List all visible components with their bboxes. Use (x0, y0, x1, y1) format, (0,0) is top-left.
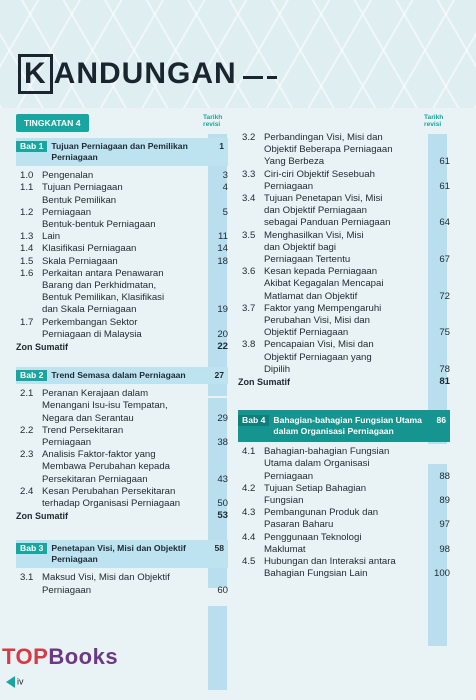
zon-label: Zon Sumatif (16, 511, 68, 522)
toc-entry[interactable] (238, 169, 450, 193)
entry-page: 19 (217, 304, 228, 316)
entry-number: 1.1 (20, 182, 34, 194)
entry-page: 89 (439, 495, 450, 507)
entry-text: Penggunaan Teknologi Maklumat (264, 531, 362, 555)
entry-text: Tujuan Perniagaan (42, 182, 123, 194)
toc-left-column (16, 114, 228, 597)
toc-entry[interactable] (16, 243, 228, 255)
entry-page: 4 (222, 182, 228, 194)
toc-entry[interactable] (16, 256, 228, 268)
page-number-text: iv (17, 676, 24, 687)
entry-text: Skala Perniagaan (42, 255, 118, 267)
page-number (6, 676, 24, 688)
entry-number: 3.3 (242, 168, 256, 180)
entry-text: Kesan Perubahan Persekitaran terhadap Organisasi Perniagaan (42, 485, 181, 510)
entry-text: Hubungan dan Interaksi antara Bahagian Fungsian Lain (264, 556, 396, 580)
chapter-title: Bahagian-bahagian Fungsian Utama dalam Organisasi Perniagaan (273, 415, 422, 437)
entry-number: 1.2 (20, 206, 34, 218)
entry-page: 60 (217, 584, 228, 596)
entry-number: 1.5 (20, 255, 34, 267)
entry-page: 61 (439, 180, 450, 192)
entry-number: 2.2 (20, 424, 34, 436)
entry-page: 88 (439, 470, 450, 482)
entry-number: 3.4 (242, 193, 256, 205)
entry-page: 38 (217, 437, 228, 449)
chapter-label: Bab 1 (16, 141, 47, 152)
toc-entry[interactable] (238, 507, 450, 531)
entry-text: Perbandingan Visi, Misi dan Objektif Beberapa Perniagaan Yang Berbeza (264, 132, 393, 168)
chapter-heading[interactable] (238, 410, 450, 442)
entry-number: 4.5 (242, 556, 256, 568)
entry-number: 2.4 (20, 485, 34, 497)
entry-text: Bentuk-bentuk Perniagaan Lain (42, 219, 156, 243)
toc-entry[interactable] (16, 219, 228, 243)
entry-text: Pengenalan (42, 170, 94, 182)
zon-page: 22 (217, 341, 228, 353)
toc-entry[interactable] (16, 170, 228, 182)
entry-text: Faktor yang Mempengaruhi Perubahan Visi, Misi dan Objektif Perniagaan (264, 302, 382, 339)
entry-page: 43 (217, 473, 228, 485)
toc-entry[interactable] (238, 266, 450, 303)
entry-text: Menghasilkan Visi, Misi dan Objektif bagi Perniagaan Tertentu (264, 229, 364, 266)
zon-sumatif-entry[interactable] (16, 510, 228, 522)
entry-page: 67 (439, 254, 450, 266)
toc-entry[interactable] (16, 195, 228, 219)
toc-entry[interactable] (16, 388, 228, 425)
entry-page: 78 (439, 363, 450, 375)
entry-number: 3.2 (242, 132, 256, 143)
revisi-strip-left-3 (208, 606, 227, 690)
entry-page: 11 (218, 231, 228, 243)
chapter-heading[interactable] (16, 138, 228, 166)
chapter-title: Trend Semasa dalam Perniagaan (51, 370, 186, 381)
entry-text: Bahagian-bahagian Fungsian Utama dalam Organisasi Perniagaan (264, 446, 390, 482)
entry-number: 4.4 (242, 531, 256, 543)
toc-entry[interactable] (16, 182, 228, 194)
toc-right-column (238, 132, 450, 581)
entry-number: 1.6 (20, 267, 34, 279)
watermark-b: Books (48, 644, 119, 669)
entry-text: Pencapaian Visi, Misi dan Objektif Perniagaan yang Dipilih (264, 339, 374, 375)
toc-entry[interactable] (238, 339, 450, 376)
entry-number: 4.1 (242, 446, 256, 458)
entry-number: 3.6 (242, 266, 256, 278)
entry-number: 3.5 (242, 229, 256, 241)
entry-number: 1.7 (20, 316, 34, 328)
entry-page: 20 (217, 328, 228, 340)
toc-entry[interactable] (238, 556, 450, 580)
entry-page: 14 (217, 243, 228, 255)
entry-number: 4.3 (242, 507, 256, 519)
entry-text: Perkembangan Sektor Perniagaan di Malaysia (42, 316, 142, 340)
tarikh-revisi-label-right: Tarikh revisi (424, 114, 444, 128)
toc-entry[interactable] (238, 483, 450, 507)
toc-entry[interactable] (238, 446, 450, 483)
toc-entry[interactable] (16, 449, 228, 486)
zon-sumatif-entry[interactable] (16, 341, 228, 353)
chapter-label: Bab 4 (238, 415, 269, 426)
toc-entry[interactable] (238, 132, 450, 169)
zon-page: 53 (217, 510, 228, 522)
tingkatan-badge: TINGKATAN 4 (16, 114, 89, 132)
toc-entry[interactable] (16, 425, 228, 449)
toc-entry[interactable] (16, 486, 228, 510)
entry-number: 2.1 (20, 388, 34, 400)
entry-number: 3.7 (242, 302, 256, 314)
watermark-logo (2, 644, 118, 670)
entry-page: 98 (439, 543, 450, 555)
chapter-page: 1 (219, 141, 224, 152)
entry-page: 97 (439, 519, 450, 531)
entry-page: 3 (222, 170, 228, 182)
entry-number: 4.2 (242, 482, 256, 494)
entry-text: Analisis Faktor-faktor yang Membawa Perubahan kepada Persekitaran Perniagaan (42, 449, 171, 485)
toc-entry[interactable] (238, 230, 450, 267)
entry-number: 3.8 (242, 339, 256, 351)
entry-page: 5 (222, 206, 228, 218)
entry-text: Klasifikasi Perniagaan (42, 243, 137, 255)
chapter-title: Penetapan Visi, Misi dan Objektif Perniagaan (51, 543, 186, 565)
chapter-heading[interactable] (16, 540, 228, 568)
chapter-label: Bab 2 (16, 370, 47, 381)
toc-entry[interactable] (238, 532, 450, 556)
entry-page: 100 (433, 568, 450, 580)
entry-number: 1.0 (20, 170, 34, 182)
chapter-page: 27 (214, 370, 224, 381)
entry-text: Pembangunan Produk dan Pasaran Baharu (264, 507, 379, 531)
entry-text: Trend Persekitaran Perniagaan (42, 424, 124, 449)
chapter-label: Bab 3 (16, 543, 47, 554)
entry-number: 1.3 (20, 231, 34, 243)
entry-text: Tujuan Setiap Bahagian Fungsian (264, 482, 367, 507)
entry-number: 1.4 (20, 243, 34, 255)
entry-text: Perkaitan antara Penawaran Barang dan Perkhidmatan, Bentuk Pemilikan, Klasifikasi dan Skala Perniagaan (42, 267, 165, 316)
chapter-page: 58 (214, 543, 224, 554)
toc-entry[interactable] (16, 268, 228, 317)
entry-text: Tujuan Penetapan Visi, Misi dan Objektif Perniagaan sebagai Panduan Perniagaan (264, 193, 391, 229)
entry-text: Ciri-ciri Objektif Sesebuah Perniagaan (264, 168, 375, 192)
tarikh-revisi-label-left: Tarikh revisi (203, 114, 223, 128)
entry-page: 50 (217, 498, 228, 510)
title-initial: K (18, 54, 53, 94)
page-arrow-icon (6, 676, 15, 688)
entry-page: 72 (439, 290, 450, 302)
entry-text: Bentuk Pemilikan Perniagaan (42, 194, 117, 218)
toc-entry[interactable] (16, 572, 228, 596)
zon-label: Zon Sumatif (238, 377, 290, 388)
page-title (18, 54, 277, 94)
zon-label: Zon Sumatif (16, 342, 68, 353)
entry-text: Maksud Visi, Misi dan Objektif Perniagaan (42, 572, 170, 596)
entry-page: 75 (439, 327, 450, 339)
chapter-title: Tujuan Perniagaan dan Pemilikan Perniagaan (51, 141, 188, 163)
entry-page: 61 (439, 156, 450, 168)
entry-number: 3.1 (20, 572, 34, 584)
zon-page: 81 (439, 376, 450, 388)
entry-number: 2.3 (20, 449, 34, 461)
entry-text: Kesan kepada Perniagaan Akibat Kegagalan Mencapai Matlamat dan Objektif (264, 266, 384, 302)
entry-page: 29 (217, 412, 228, 424)
entry-page: 18 (217, 255, 228, 267)
entry-text: Peranan Kerajaan dalam Menangani Isu-isu Tempatan, Negara dan Serantau (42, 388, 168, 424)
watermark-a: TOP (2, 644, 49, 669)
title-rest: ANDUNGAN (53, 57, 237, 90)
toc-entry[interactable] (238, 193, 450, 230)
zon-sumatif-entry[interactable] (238, 376, 450, 388)
chapter-heading[interactable] (16, 367, 228, 384)
toc-entry[interactable] (16, 317, 228, 341)
entry-page: 64 (439, 217, 450, 229)
toc-entry[interactable] (238, 303, 450, 340)
chapter-page: 86 (436, 415, 446, 426)
